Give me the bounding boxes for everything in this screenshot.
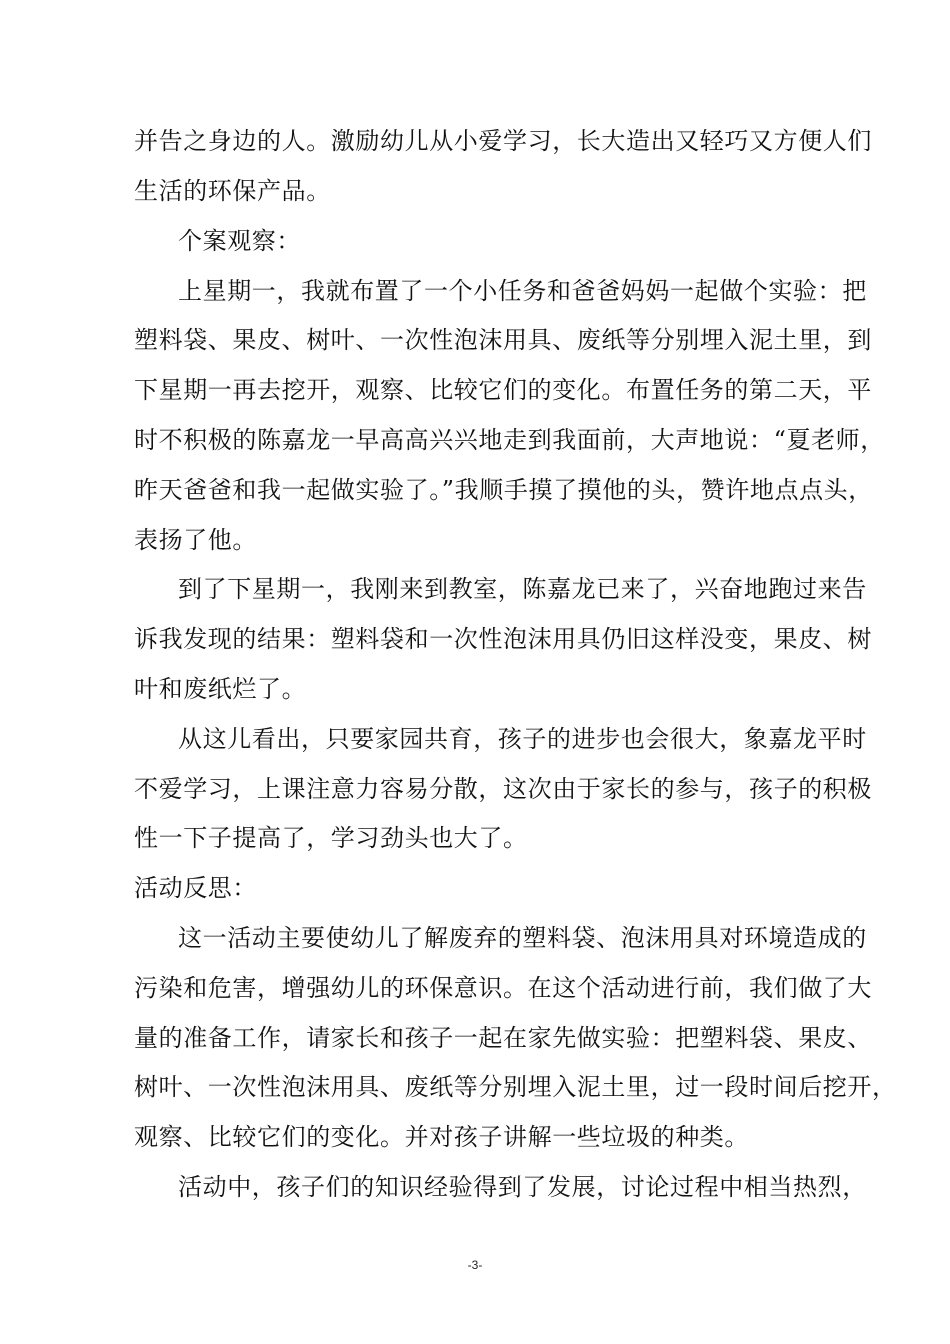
text-line: 上星期一，我就布置了一个小任务和爸爸妈妈一起做个实验：把 [178,277,867,305]
text-line: 叶和废纸烂了。 [134,675,307,703]
page-number: -3- [467,1258,483,1272]
text-line: 时不积极的陈嘉龙一早高高兴兴地走到我面前，大声地说：“夏老师， [134,426,885,454]
text-line: 诉我发现的结果：塑料袋和一次性泡沫用具仍旧这样没变，果皮、树 [134,625,872,653]
text-line: 污染和危害，增强幼儿的环保意识。在这个活动进行前，我们做了大 [134,974,872,1002]
text-line: 观察、比较它们的变化。并对孩子讲解一些垃圾的种类。 [134,1123,749,1151]
text-line: 不爱学习，上课注意力容易分散，这次由于家长的参与，孩子的积极 [134,775,872,803]
text-line: 性一下子提高了，学习劲头也大了。 [134,824,528,852]
text-line: 这一活动主要使幼儿了解废弃的塑料袋、泡沫用具对环境造成的 [178,924,867,952]
text-line: 表扬了他。 [134,526,257,554]
text-line: 活动中，孩子们的知识经验得到了发展，讨论过程中相当热烈， [178,1173,867,1201]
section-heading: 活动反思： [134,874,257,902]
text-line: 下星期一再去挖开，观察、比较它们的变化。布置任务的第二天，平 [134,376,872,404]
section-heading: 个案观察： [178,227,301,255]
text-line: 生活的环保产品。 [134,177,331,205]
text-line: 量的准备工作，请家长和孩子一起在家先做实验：把塑料袋、果皮、 [134,1024,872,1052]
text-line: 从这儿看出，只要家园共育，孩子的进步也会很大，象嘉龙平时 [178,725,867,753]
text-line: 昨天爸爸和我一起做实验了。”我顺手摸了摸他的头，赞许地点点头， [134,476,873,504]
text-line: 并告之身边的人。激励幼儿从小爱学习，长大造出又轻巧又方便人们 [134,127,872,155]
text-line: 到了下星期一，我刚来到教室，陈嘉龙已来了，兴奋地跑过来告 [178,575,867,603]
text-line: 塑料袋、果皮、树叶、一次性泡沫用具、废纸等分别埋入泥土里，到 [134,326,872,354]
text-line: 树叶、一次性泡沫用具、废纸等分别埋入泥土里，过一段时间后挖开， [134,1073,897,1101]
